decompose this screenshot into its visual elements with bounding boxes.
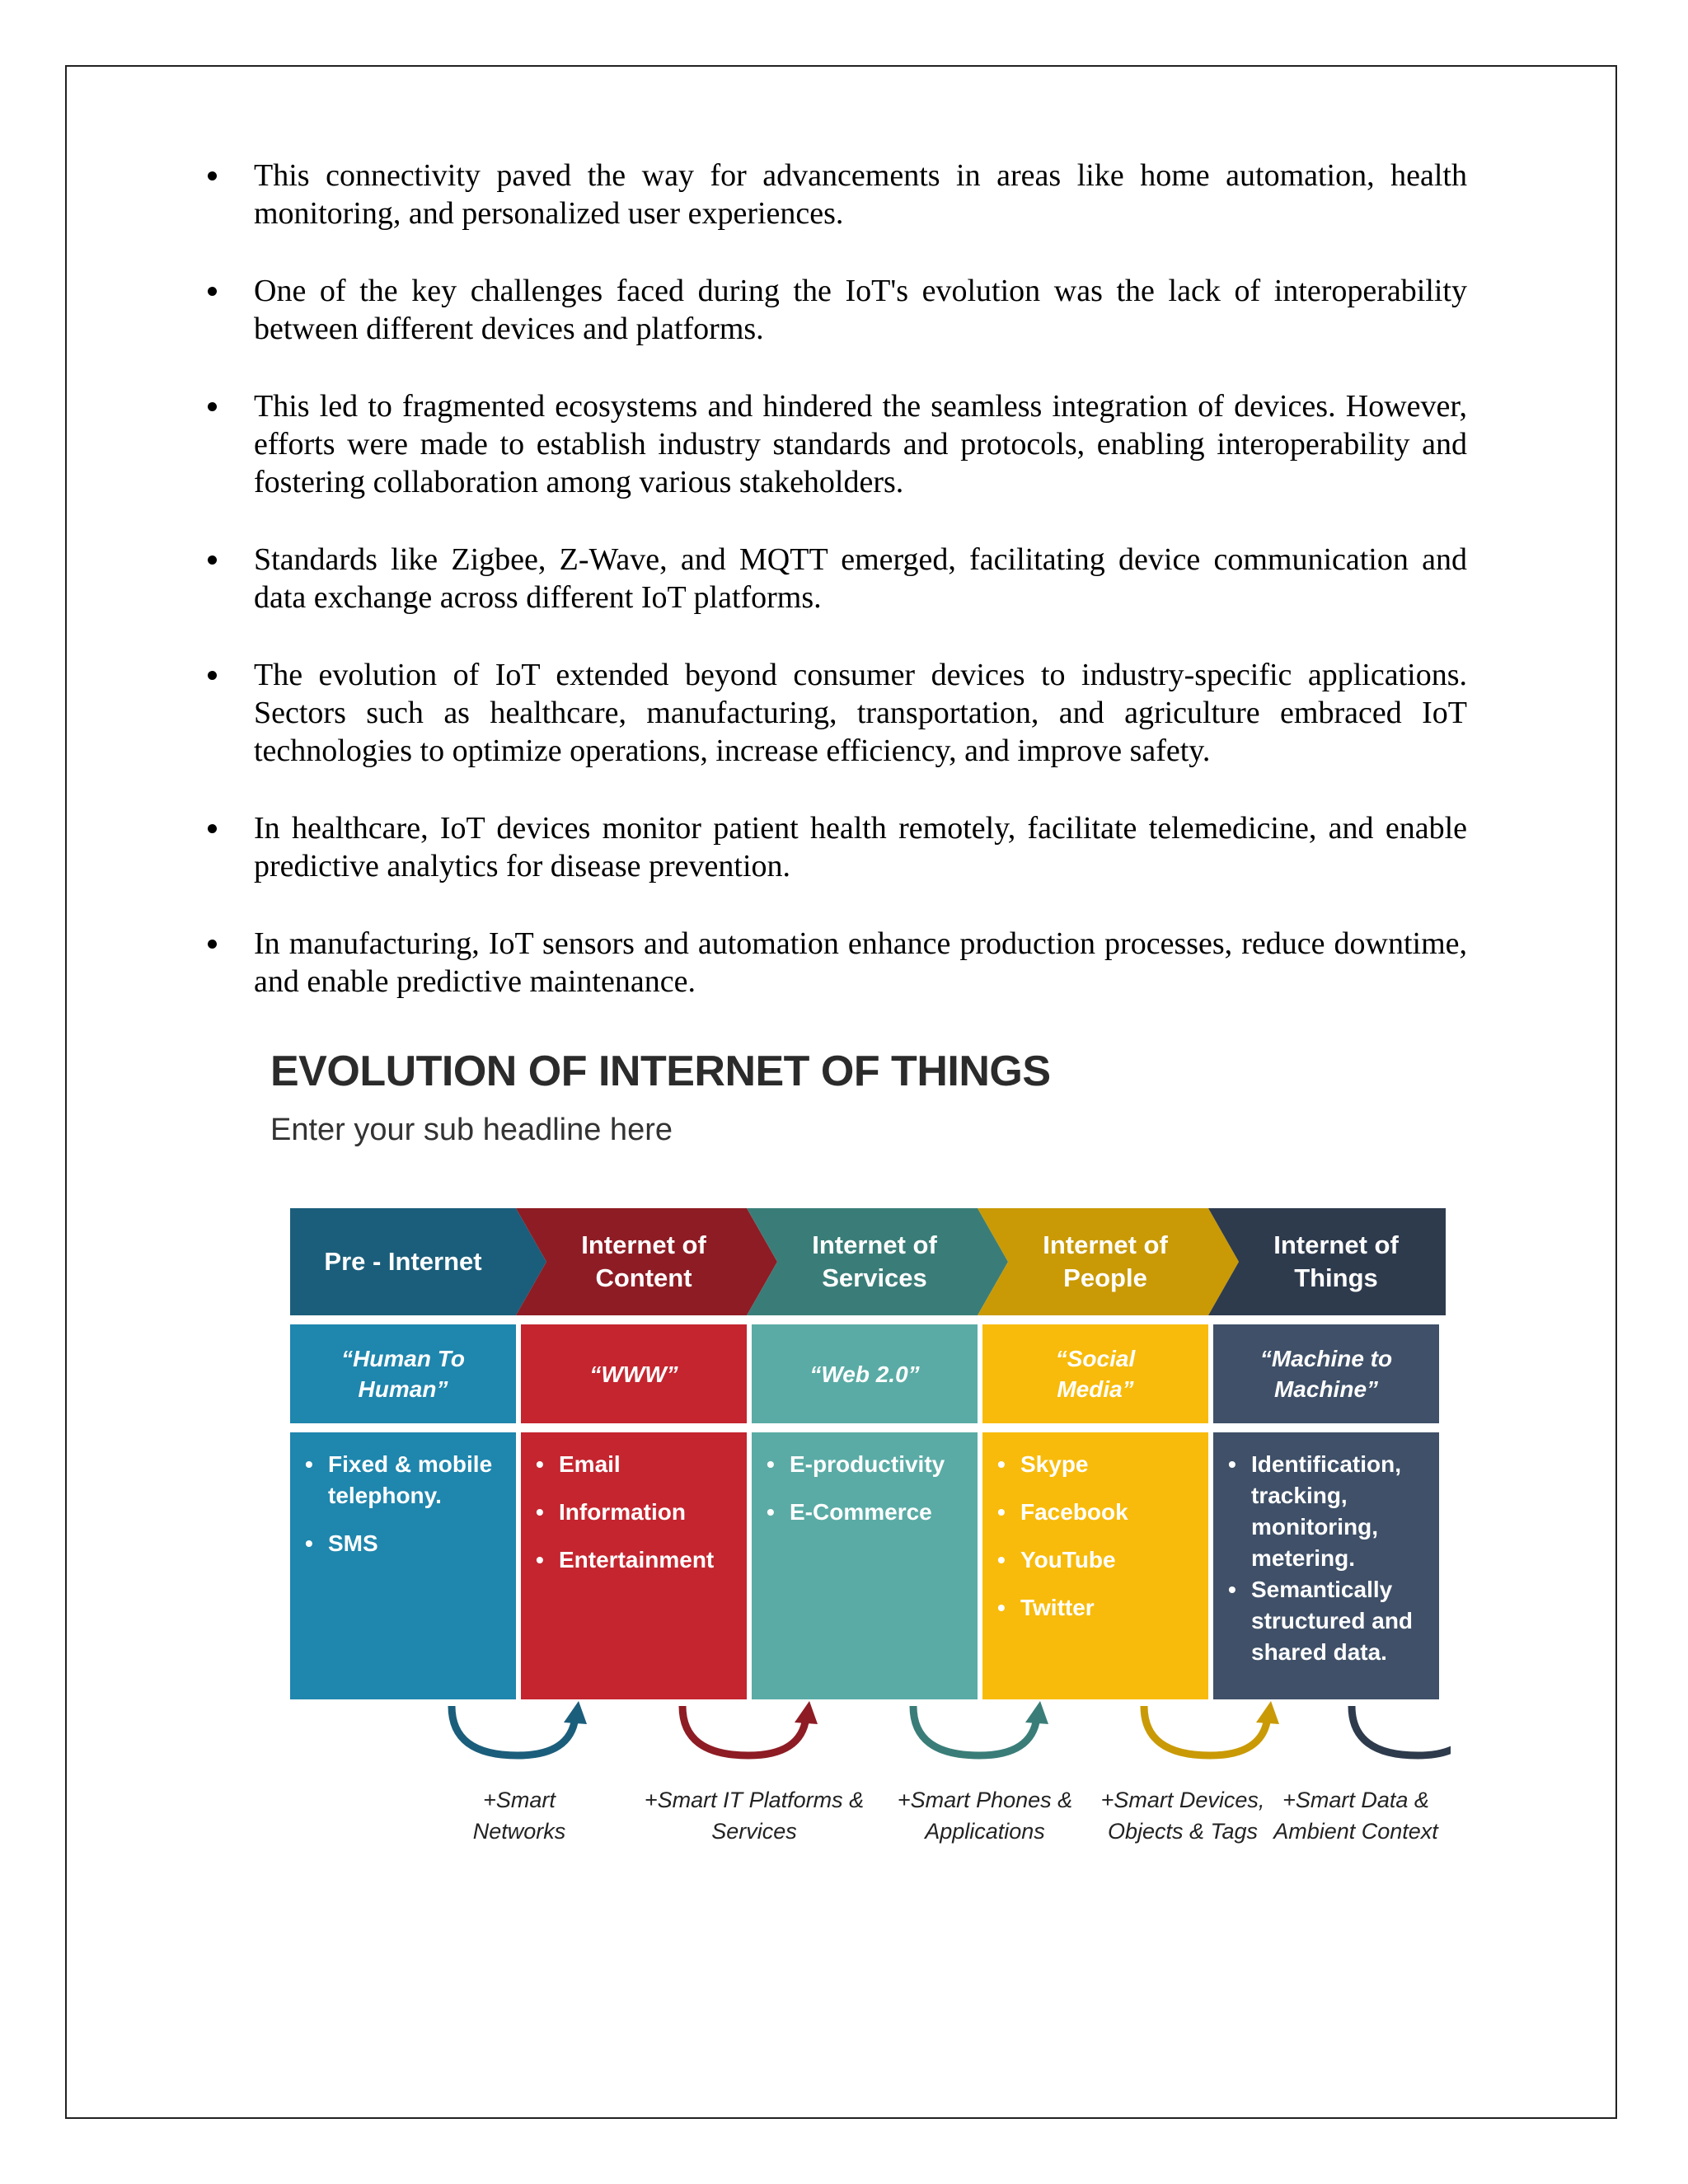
transition-arrowhead-icon — [1256, 1701, 1279, 1724]
bullet-item — [196, 656, 1467, 770]
stage-item: • Email — [532, 1449, 738, 1480]
transition-caption: +Smart Networks — [472, 1788, 566, 1844]
stage-items-list — [1225, 1449, 1431, 1668]
bullet-item — [196, 157, 1467, 232]
bullet-text: In manufacturing, IoT sensors and automation enhance production processes, reduce downtime, and enable predictive maintenance. — [254, 926, 1467, 999]
bullet-dot-icon — [208, 555, 217, 565]
bullet-text: One of the key challenges faced during the IoT's evolution was the lack of interoperability between different devices and platforms. — [254, 274, 1467, 346]
stage-quote: “Machine to Machine” — [1213, 1324, 1439, 1423]
bullet-dot-icon — [208, 171, 217, 180]
bullet-text: Standards like Zigbee, Z-Wave, and MQTT emerged, facilitating device communication and data exchange across different IoT platforms. — [254, 542, 1467, 615]
figure-subtitle: Enter your sub headline here — [270, 1113, 673, 1147]
bullet-item — [196, 809, 1467, 885]
stage-quote: “Human To Human” — [290, 1324, 516, 1423]
stage-items-box — [521, 1432, 747, 1699]
iot-evolution-figure — [264, 1047, 1451, 1854]
stage-item: • Skype — [994, 1449, 1200, 1480]
bullet-item — [196, 272, 1467, 348]
stage-label: Internet of Things — [1273, 1230, 1399, 1292]
bullet-dot-icon — [208, 402, 217, 411]
transition-curve-arrow-icon — [1144, 1706, 1268, 1755]
bullet-dot-icon — [208, 824, 217, 833]
stage-items-list — [532, 1449, 738, 1576]
transition-curve-arrow-icon — [1352, 1706, 1451, 1755]
bullet-text: In healthcare, IoT devices monitor patient health remotely, facilitate telemedicine, and enable predictive analytics for disease prevention. — [254, 811, 1467, 883]
stage-label: Internet of Content — [581, 1230, 706, 1292]
stage-items-box — [290, 1432, 516, 1699]
stage-items-list — [302, 1449, 508, 1559]
stage-items-list — [763, 1449, 969, 1528]
bullet-dot-icon — [208, 287, 217, 296]
stage-label: Internet of Services — [812, 1230, 937, 1292]
stage-label: Internet of People — [1043, 1230, 1168, 1292]
transition-arrowhead-icon — [795, 1701, 818, 1724]
stage-items-list — [994, 1449, 1200, 1624]
stage-quote: “Web 2.0” — [752, 1324, 978, 1423]
transition-curve-arrow-icon — [452, 1706, 575, 1755]
stage-items-box — [752, 1432, 978, 1699]
transition-arrowhead-icon — [1025, 1701, 1048, 1724]
transition-caption: +Smart IT Platforms & Services — [644, 1788, 865, 1844]
transition-curve-arrow-icon — [682, 1706, 806, 1755]
transition-curve-arrow-icon — [913, 1706, 1037, 1755]
transition-caption: +Smart Devices, Objects & Tags — [1100, 1788, 1265, 1844]
stage-item: • Entertainment — [532, 1544, 738, 1576]
transition-caption: +Smart Phones & Applications — [897, 1788, 1073, 1844]
bullet-item — [196, 925, 1467, 1001]
stage-item: • Fixed & mobile telephony. — [302, 1449, 508, 1511]
stage-item: • Identification, tracking, monitoring, metering. — [1225, 1449, 1431, 1574]
bullet-text: This connectivity paved the way for advancements in areas like home automation, health monitoring, and personalized user experiences. — [254, 158, 1467, 231]
stage-item: • Twitter — [994, 1592, 1200, 1624]
bullet-item — [196, 387, 1467, 501]
figure-title: EVOLUTION OF INTERNET OF THINGS — [270, 1047, 1051, 1095]
bullet-dot-icon — [208, 940, 217, 949]
stage-item: • Semantically structured and shared data. — [1225, 1574, 1431, 1668]
stage-items-box — [1213, 1432, 1439, 1699]
stage-label: Pre - Internet — [324, 1247, 482, 1276]
bullet-list — [196, 157, 1467, 1040]
stage-item: • YouTube — [994, 1544, 1200, 1576]
transition-arrowhead-icon — [564, 1701, 587, 1724]
stage-item: • SMS — [302, 1528, 508, 1559]
transition-caption: +Smart Data & Ambient Context — [1273, 1788, 1438, 1844]
stage-item: • Information — [532, 1497, 738, 1528]
bullet-text: The evolution of IoT extended beyond consumer devices to industry-specific applications. Sectors such as healthcare, manufacturing, transportation, and agriculture embraced IoT technologies to optimize operations, increase efficiency, and improve safety. — [254, 658, 1467, 768]
stage-items-box — [982, 1432, 1208, 1699]
bullet-item — [196, 541, 1467, 616]
stage-quote: “WWW” — [521, 1324, 747, 1423]
bullet-text: This led to fragmented ecosystems and hindered the seamless integration of devices. However, efforts were made to establish industry standards and protocols, enabling interoperability and fostering collaboration among various stakeholders. — [254, 389, 1467, 499]
stage-item: • E-productivity — [763, 1449, 969, 1480]
stage-item: • Facebook — [994, 1497, 1200, 1528]
bullet-dot-icon — [208, 671, 217, 680]
stage-item: • E-Commerce — [763, 1497, 969, 1528]
stage-quote: “Social Media” — [982, 1324, 1208, 1423]
